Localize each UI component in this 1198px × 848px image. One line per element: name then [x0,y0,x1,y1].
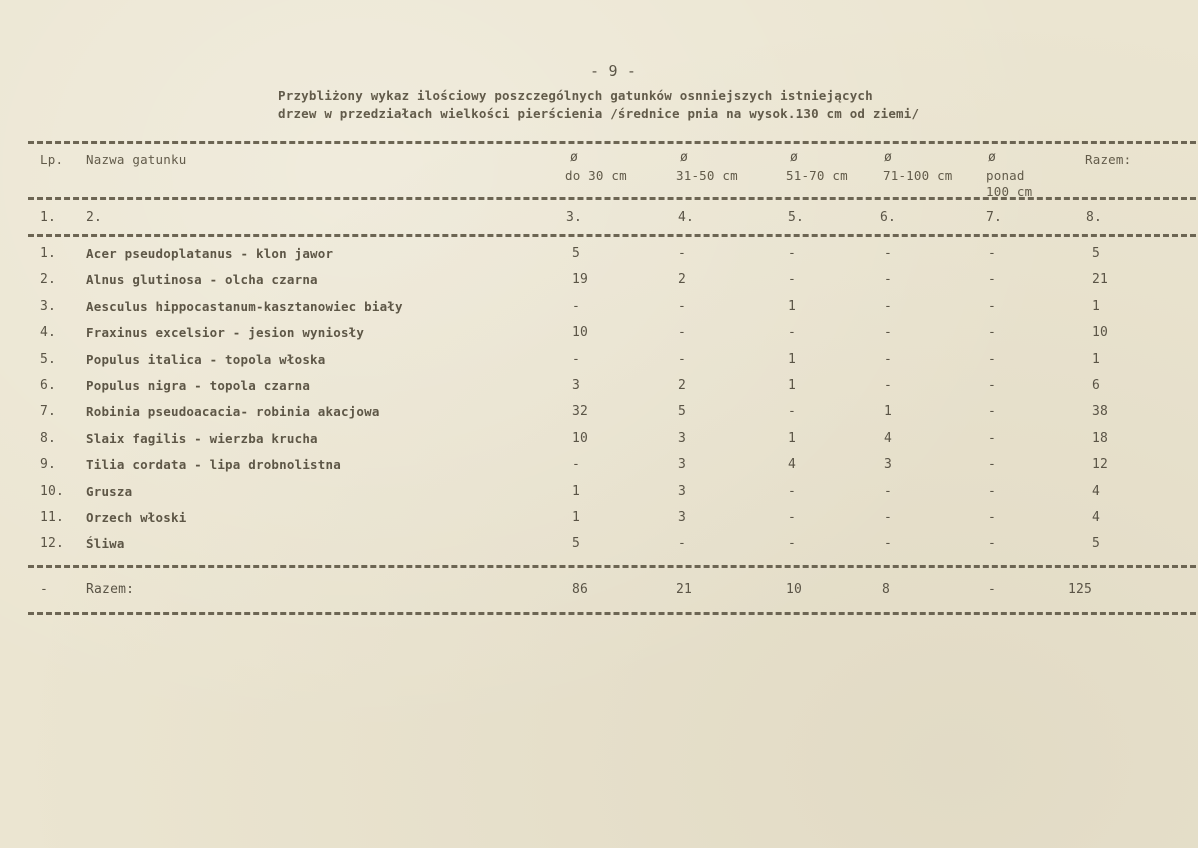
row-cell-name: Robinia pseudoacacia- robinia akacjowa [86,404,380,420]
row-cell-c3: - [788,325,797,341]
table-rule-sum [28,565,1196,568]
heading-line-2: drzew w przedziałach wielkości pierścienia /średnice pnia na wysok.130 cm od ziemi/ [278,106,920,121]
row-cell-name: Slaix fagilis - wierzba krucha [86,430,318,446]
header-c5-line2: 100 cm [986,184,1033,199]
row-cell-c1: 5 [572,246,581,261]
row-cell-c1: - [572,351,581,367]
row-cell-c1: 10 [572,325,589,341]
row-cell-lp: 5. [40,351,57,367]
col-number-4: 4. [678,210,695,225]
row-cell-c3: - [788,483,797,499]
row-cell-c2: - [678,325,687,341]
row-cell-lp: 10. [40,483,65,499]
page-number: - 9 - [590,62,637,80]
sum-total: 125 [1068,582,1093,597]
row-cell-c1: 1 [572,483,581,499]
row-cell-name: Grusza [86,483,133,499]
row-cell-name: Śliwa [86,536,125,552]
row-cell-c5: - [988,483,997,499]
row-cell-c5: - [988,351,997,367]
row-cell-total: 18 [1092,430,1109,446]
row-cell-c1: 19 [572,272,589,288]
row-cell-c3: - [788,272,797,288]
row-cell-c2: - [678,536,687,552]
sum-c2: 21 [676,582,693,597]
row-cell-c5: - [988,246,997,261]
table-rule-colnums [28,234,1196,237]
row-cell-c4: - [884,378,893,393]
sum-lp: - [40,582,49,597]
header-lp: Lp. [40,152,64,167]
diameter-symbol-4: ø [884,150,893,165]
row-cell-lp: 4. [40,325,57,341]
table-rule-top [28,141,1196,144]
row-cell-c5: - [988,430,997,446]
col-number-2: 2. [86,210,103,225]
heading-line-1: Przybliżony wykaz ilościowy poszczególnych gatunków osnniejszych istniejących [278,88,873,103]
row-cell-c4: - [884,536,893,552]
diameter-symbol-1: ø [570,150,579,165]
row-cell-c5: - [988,404,997,420]
row-cell-total: 21 [1092,272,1109,288]
sum-c3: 10 [786,582,803,597]
row-cell-total: 38 [1092,404,1109,420]
row-cell-c1: 3 [572,378,581,393]
row-cell-lp: 3. [40,298,57,314]
row-cell-c2: - [678,246,687,261]
row-cell-c2: - [678,351,687,367]
sum-c1: 86 [572,582,589,597]
row-cell-c2: - [678,298,687,314]
row-cell-c3: - [788,246,797,261]
row-cell-name: Aesculus hippocastanum-kasztanowiec biały [86,298,403,314]
row-cell-c4: - [884,272,893,288]
row-cell-c1: 32 [572,404,589,420]
row-cell-name: Acer pseudoplatanus - klon jawor [86,246,334,261]
row-cell-c2: 2 [678,378,687,393]
sum-label: Razem: [86,582,135,597]
table-rule-bottom [28,612,1196,615]
sum-c4: 8 [882,582,891,597]
row-cell-name: Tilia cordata - lipa drobnolistna [86,457,341,473]
header-c1: do 30 cm [565,168,627,183]
row-cell-lp: 11. [40,510,65,525]
row-cell-c4: 3 [884,457,893,473]
row-cell-c5: - [988,378,997,393]
row-cell-c4: 4 [884,430,893,446]
row-cell-total: 10 [1092,325,1109,341]
row-cell-c3: 1 [788,430,797,446]
row-cell-name: Populus nigra - topola czarna [86,378,311,393]
row-cell-c5: - [988,325,997,341]
header-total: Razem: [1085,152,1132,167]
col-number-6: 6. [880,210,897,225]
row-cell-c5: - [988,272,997,288]
row-cell-lp: 6. [40,378,57,393]
row-cell-c4: - [884,246,893,261]
row-cell-c4: - [884,483,893,499]
col-number-1: 1. [40,210,57,225]
row-cell-c2: 3 [678,457,687,473]
row-cell-lp: 1. [40,246,57,261]
diameter-symbol-5: ø [988,150,997,165]
row-cell-lp: 8. [40,430,57,446]
row-cell-total: 1 [1092,298,1101,314]
row-cell-c3: - [788,536,797,552]
row-cell-total: 5 [1092,536,1101,552]
col-number-3: 3. [566,210,583,225]
row-cell-name: Alnus glutinosa - olcha czarna [86,272,318,288]
row-cell-c1: - [572,457,581,473]
row-cell-total: 12 [1092,457,1109,473]
row-cell-c3: 1 [788,378,797,393]
header-c5-line1: ponad [986,168,1025,183]
header-c4: 71-100 cm [883,168,953,183]
row-cell-lp: 7. [40,404,57,420]
row-cell-lp: 9. [40,457,57,473]
row-cell-c1: - [572,298,581,314]
row-cell-c4: - [884,351,893,367]
row-cell-c2: 2 [678,272,687,288]
sum-c5: - [988,582,997,597]
row-cell-c5: - [988,298,997,314]
row-cell-name: Populus italica - topola włoska [86,351,326,367]
col-number-5: 5. [788,210,805,225]
diameter-symbol-3: ø [790,150,799,165]
row-cell-c5: - [988,536,997,552]
row-cell-c4: - [884,325,893,341]
row-cell-c2: 3 [678,430,687,446]
diameter-symbol-2: ø [680,150,689,165]
row-cell-total: 4 [1092,510,1101,525]
row-cell-c3: - [788,404,797,420]
row-cell-c2: 5 [678,404,687,420]
row-cell-c5: - [988,457,997,473]
row-cell-name: Orzech włoski [86,510,187,525]
row-cell-lp: 12. [40,536,65,552]
row-cell-total: 1 [1092,351,1101,367]
row-cell-c1: 5 [572,536,581,552]
table-rule-header [28,197,1196,200]
row-cell-c3: 1 [788,298,797,314]
row-cell-c2: 3 [678,483,687,499]
header-c2: 31-50 cm [676,168,738,183]
row-cell-c4: - [884,510,893,525]
row-cell-c4: 1 [884,404,893,420]
row-cell-c2: 3 [678,510,687,525]
row-cell-c1: 1 [572,510,581,525]
row-cell-c3: - [788,510,797,525]
row-cell-name: Fraxinus excelsior - jesion wyniosły [86,325,365,341]
row-cell-total: 5 [1092,246,1101,261]
col-number-8: 8. [1086,210,1103,225]
row-cell-lp: 2. [40,272,57,288]
row-cell-total: 4 [1092,483,1101,499]
header-c3: 51-70 cm [786,168,848,183]
col-number-7: 7. [986,210,1003,225]
row-cell-c3: 4 [788,457,797,473]
row-cell-c4: - [884,298,893,314]
row-cell-c3: 1 [788,351,797,367]
row-cell-c5: - [988,510,997,525]
header-name: Nazwa gatunku [86,152,187,167]
row-cell-total: 6 [1092,378,1101,393]
row-cell-c1: 10 [572,430,589,446]
